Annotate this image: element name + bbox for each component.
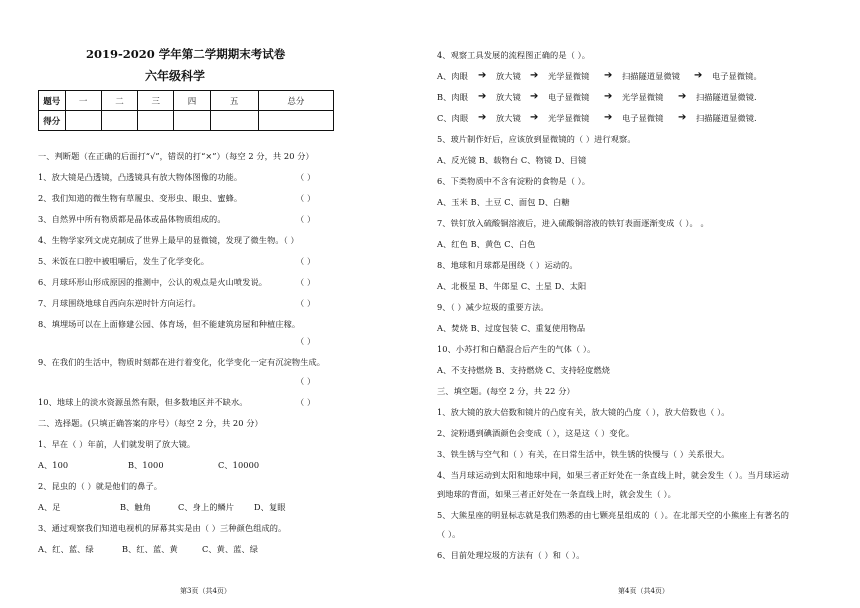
question-line: 4、生物学家列文虎克制成了世界上最早的显微镜，发现了微生物。（ ） (38, 235, 299, 245)
arrow-right-icon: ➔ (478, 91, 487, 102)
flow-step: 放大镜 (496, 92, 521, 102)
question-line: 4、观察工具发展的流程图正确的是（ ）。 (437, 50, 591, 60)
options-line: A、北极星 B、牛郎星 C、土星 D、太阳 (437, 281, 587, 291)
score-cell[interactable] (258, 111, 333, 131)
question-line: 7、月球围绕地球自西向东逆时针方向运行。 (38, 298, 201, 308)
question-line: 6、月球环形山形成原因的推测中，公认的观点是火山喷发说。 (38, 277, 268, 287)
section-heading: 二、选择题。(只填正确答案的序号）（每空 2 分，共 20 分） (38, 418, 263, 428)
flow-step: A、肉眼 (437, 71, 468, 81)
question-line: 1、早在（ ）年前，人们就发明了放大镜。 (38, 439, 196, 449)
question-line: 1、放大镜是凸透镜，凸透镜具有放大物体图像的功能。 (38, 172, 243, 182)
option-b: B、红、蓝、黄 (122, 544, 178, 554)
question-line: 3、自然界中所有物质都是晶体或晶体物质组成的。 (38, 214, 226, 224)
flow-step: 电子显微镜。 (712, 71, 762, 81)
score-header-cell: 五 (210, 91, 258, 111)
score-header-cell: 总分 (258, 91, 333, 111)
question-line: 2、昆虫的（ ）就是他们的鼻子。 (38, 481, 163, 491)
flow-step: 电子显微镜 (622, 113, 664, 123)
answer-blank: （ ） (296, 214, 316, 224)
question-line: 1、放大镜的放大倍数和镜片的凸度有关，放大镜的凸度（ ），放大倍数也（ ）。 (437, 407, 730, 417)
flow-step: 电子显微镜 (548, 92, 590, 102)
flow-step: 放大镜 (496, 113, 521, 123)
flow-step: C、肉眼 (437, 113, 469, 123)
options-line: A、反光镜 B、载物台 C、物镜 D、目镜 (437, 155, 587, 165)
answer-blank: （ ） (296, 336, 316, 346)
score-cell[interactable] (210, 111, 258, 131)
arrow-right-icon: ➔ (604, 91, 613, 102)
question-line: 10、小苏打和白醋混合后产生的气体（ ）。 (437, 344, 596, 354)
arrow-right-icon: ➔ (530, 112, 539, 123)
option-c: C、黄、蓝、绿 (202, 544, 259, 554)
arrow-right-icon: ➔ (694, 70, 703, 81)
answer-blank: （ ） (296, 193, 316, 203)
arrow-right-icon: ➔ (478, 112, 487, 123)
question-line: 3、铁生锈与空气和（ ）有关，在日常生活中，铁生锈的快慢与（ ）关系很大。 (437, 449, 730, 459)
section-heading: 三、填空题。(每空 2 分，共 22 分） (437, 386, 575, 396)
option-a: A、足 (38, 502, 61, 512)
flow-step: 扫描隧道显微镜 (622, 71, 681, 81)
section-heading: 一、判断题（在正确的后面打“√”，错误的打“×”）（每空 2 分，共 20 分） (38, 151, 314, 161)
options-line: A、红色 B、黄色 C、白色 (437, 239, 536, 249)
score-table (38, 90, 334, 131)
question-line: 5、玻片制作好后，应该放到显微镜的（ ）进行观察。 (437, 134, 636, 144)
score-cell[interactable] (138, 111, 174, 131)
question-line: 7、铁钉放入硫酸铜溶液后，进入硫酸铜溶液的铁钉表面逐渐变成（ ）。 。 (437, 218, 709, 228)
score-cell[interactable] (101, 111, 137, 131)
question-line: 4、当月球运动到太阳和地球中间，如果三者正好处在一条直线上时，就会发生（ ）。当月球运动 (437, 470, 789, 480)
score-header-cell: 三 (138, 91, 174, 111)
option-b: B、触角 (120, 502, 151, 512)
arrow-right-icon: ➔ (604, 70, 613, 81)
question-line: 8、地球和月球都是围绕（ ）运动的。 (437, 260, 578, 270)
answer-blank: （ ） (296, 256, 316, 266)
flow-step: B、肉眼 (437, 92, 468, 102)
score-header-cell: 题号 (39, 91, 66, 111)
flow-step: 光学显微镜 (622, 92, 664, 102)
question-line: 5、大熊星座的明显标志就是我们熟悉的由七颗亮星组成的（ ）。在北部天空的小熊座上有著名的 (437, 510, 789, 520)
question-line: 到地球的背面，如果三者正好处在一条直线上时，就会发生（ ）。 (437, 489, 676, 499)
options-line: A、玉米 B、土豆 C、面包 D、白糖 (437, 197, 570, 207)
answer-blank: （ ） (296, 172, 316, 182)
answer-blank: （ ） (296, 397, 316, 407)
question-line: 9、在我们的生活中，物质时刻都在进行着变化，化学变化一定有沉淀物生成。 (38, 357, 326, 367)
arrow-right-icon: ➔ (530, 70, 539, 81)
score-header-cell: 一 (65, 91, 101, 111)
option-c: C、身上的鳞片 (178, 502, 235, 512)
arrow-right-icon: ➔ (478, 70, 487, 81)
question-line: 5、米饭在口腔中被咀嚼后，发生了化学变化。 (38, 256, 210, 266)
arrow-right-icon: ➔ (678, 91, 687, 102)
question-line: 3、通过观察我们知道电视机的屏幕其实是由（ ）三种颜色组成的。 (38, 523, 287, 533)
answer-blank: （ ） (296, 376, 316, 386)
flow-step: 光学显微镜 (548, 113, 590, 123)
exam-subtitle: 六年级科学 (145, 69, 206, 83)
question-line: 8、填埋场可以在上面修建公园、体育场，但不能建筑房屋和种植庄稼。 (38, 319, 301, 329)
option-b: B、1000 (128, 460, 164, 470)
answer-blank: （ ） (296, 277, 316, 287)
score-cell[interactable] (65, 111, 101, 131)
question-line: 2、淀粉遇到碘酒颜色会变成（ ），这是这（ ）变化。 (437, 428, 635, 438)
question-line: 9、（ ）减少垃圾的重要方法。 (437, 302, 549, 312)
answer-blank: （ ） (296, 298, 316, 308)
flow-step: 光学显微镜 (548, 71, 590, 81)
option-d: D、复眼 (254, 502, 286, 512)
arrow-right-icon: ➔ (604, 112, 613, 123)
question-line: 10、地球上的淡水资源虽然有限，但多数地区并不缺水。 (38, 397, 248, 407)
arrow-right-icon: ➔ (678, 112, 687, 123)
exam-title: 2019-2020 学年第二学期期末考试卷 (86, 47, 286, 61)
page-number-left: 第3页（共4页） (180, 587, 231, 595)
flow-step: 扫描隧道显微镜. (696, 113, 757, 123)
option-a: A、红、蓝、绿 (38, 544, 94, 554)
question-line: 6、目前处理垃圾的方法有（ ）和（ ）。 (437, 550, 585, 560)
question-line: 6、下类物质中不含有淀粉的食物是（ ）。 (437, 176, 591, 186)
options-line: A、焚烧 B、过度包装 C、重复使用物品 (437, 323, 586, 333)
score-cell[interactable] (174, 111, 210, 131)
score-table-header-row (39, 91, 334, 111)
score-row-label: 得分 (39, 111, 66, 131)
page-number-right: 第4页（共4页） (618, 587, 669, 595)
flow-step: 扫描隧道显微镜. (696, 92, 757, 102)
question-line: （ ）。 (437, 529, 461, 539)
score-header-cell: 四 (174, 91, 210, 111)
arrow-right-icon: ➔ (530, 91, 539, 102)
score-header-cell: 二 (101, 91, 137, 111)
score-table-score-row (39, 111, 334, 131)
flow-step: 放大镜 (496, 71, 521, 81)
option-a: A、100 (38, 460, 69, 470)
options-line: A、不支持燃烧 B、支持燃烧 C、支持轻度燃烧 (437, 365, 611, 375)
option-c: C、10000 (218, 460, 260, 470)
question-line: 2、我们知道的微生物有草履虫、变形虫、眼虫、蜜蜂。 (38, 193, 243, 203)
